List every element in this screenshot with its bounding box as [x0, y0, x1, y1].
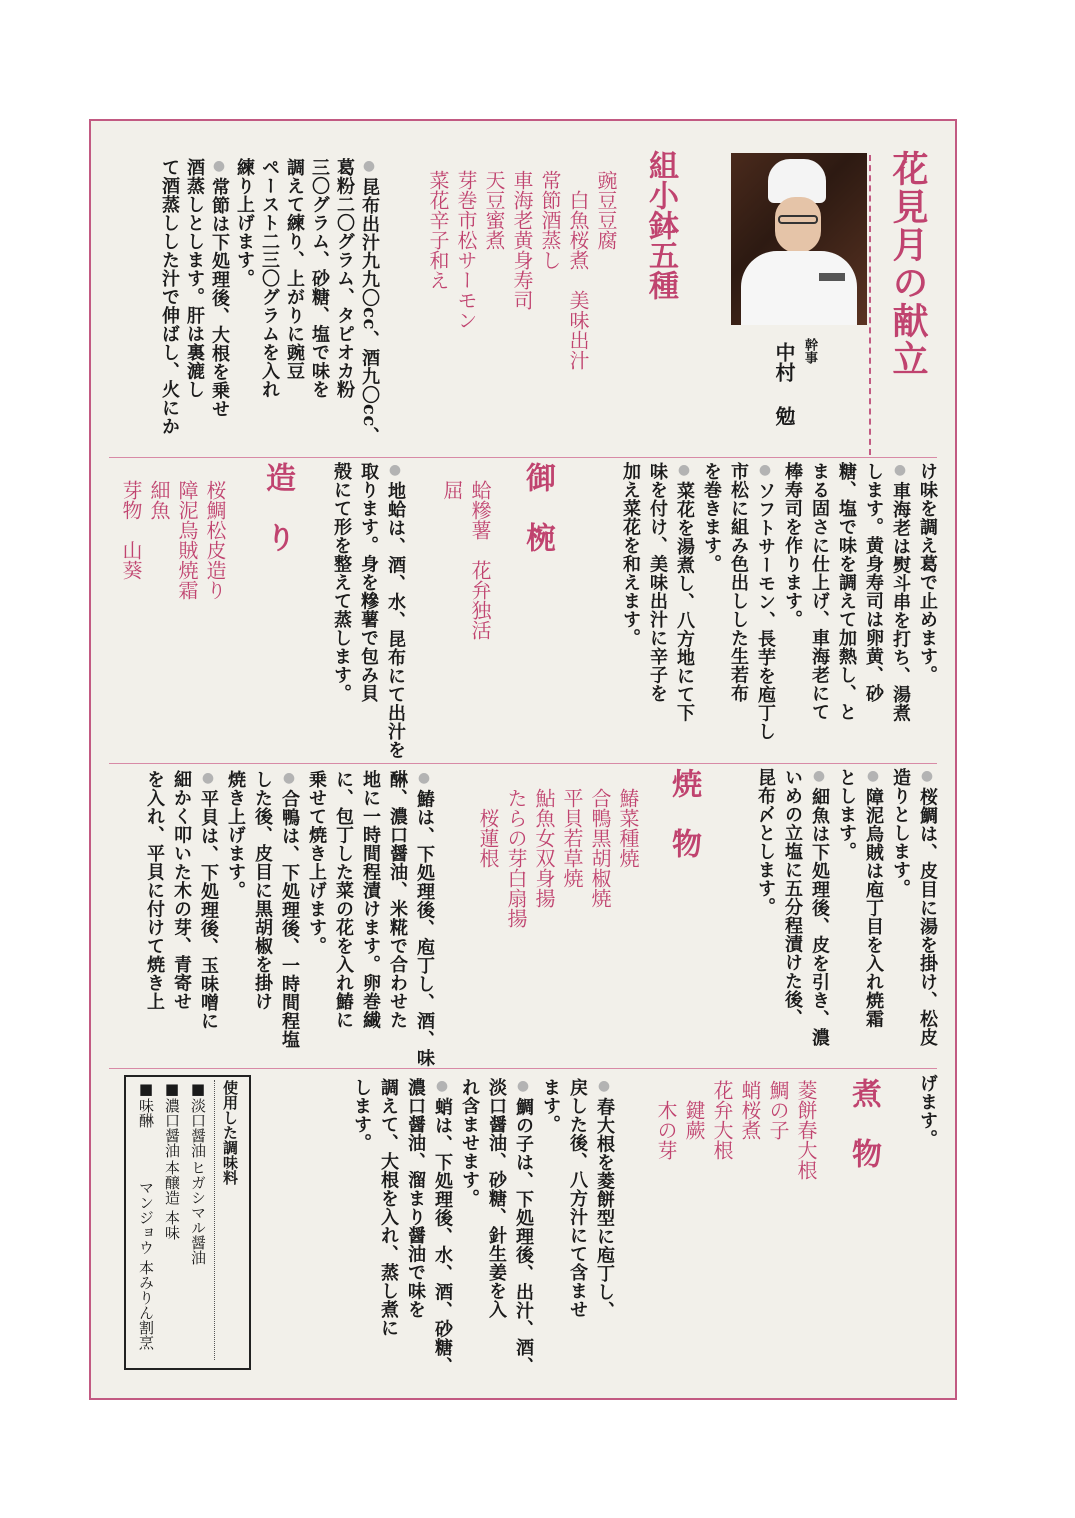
- seasoning-maker: ヒガシマル醤油: [189, 1160, 207, 1265]
- recipe-note-line: 淡口醤油、砂糖、針生姜を入: [486, 1078, 507, 1319]
- recipe-note-line: 醂、濃口醤油、米糀で合わせた: [387, 770, 408, 1029]
- recipe-note-line: 戻した後、八方汁にて含ませ: [567, 1078, 588, 1319]
- recipe-note-line: 練り上げます。: [234, 158, 255, 288]
- menu-item: 屈: [440, 480, 464, 500]
- recipe-note-line: 味を付け、美味出汁に辛子を: [647, 462, 668, 703]
- seasoning-name: ■濃口醤油: [163, 1080, 181, 1158]
- row-divider-3: [109, 1068, 937, 1069]
- chef-name: 中村 勉: [772, 342, 796, 426]
- menu-item: 鍵蕨: [682, 1080, 706, 1140]
- recipe-note-line: 取ります。身を糝薯で包み貝: [358, 462, 379, 703]
- recipe-note-line: 濃口醤油、溜まり醤油で味を: [405, 1078, 426, 1319]
- recipe-note-line: します。黄身寿司は卵黄、砂: [863, 462, 884, 703]
- menu-item: 木の芽: [654, 1080, 678, 1160]
- recipe-note-line: げます。: [917, 1074, 938, 1148]
- chef-role: 幹事: [802, 338, 817, 364]
- recipe-note-line: した後、皮目に黒胡椒を掛け: [252, 770, 273, 1011]
- menu-item: 合鴨黒胡椒焼: [588, 788, 612, 908]
- recipe-note-line: ● 蛸は、下処理後、水、酒、砂糖、: [433, 1078, 451, 1375]
- seasoning-name: ■淡口醤油: [189, 1080, 207, 1158]
- row-divider-2: [109, 763, 937, 764]
- recipe-note-line: 細かく叩いた木の芽、青寄せ: [171, 770, 192, 1011]
- menu-item: 鰆菜種焼: [616, 788, 640, 868]
- recipe-note-line: ● 細魚は下処理後、皮を引き、濃: [810, 768, 828, 1047]
- seasoning-dotted-rule: [214, 1080, 215, 1360]
- chef-glasses-shape: [778, 215, 818, 224]
- recipe-note-line: 葛粉二〇グラム、タピオカ粉: [334, 158, 355, 399]
- recipe-note-line: ● ソフトサーモン、長芋を庖丁し: [756, 462, 774, 741]
- recipe-note-line: ● 障泥烏賊は庖丁目を入れ焼霜: [864, 768, 882, 1028]
- recipe-note-line: ● 常節は下処理後、大根を乗せ: [210, 158, 228, 418]
- recipe-note-line: 棒寿司を作ります。: [782, 462, 803, 629]
- recipe-note-line: 昆布〆とします。: [755, 768, 776, 916]
- menu-item: 芽物 山葵: [119, 480, 143, 580]
- recipe-note-line: ます。: [540, 1078, 561, 1134]
- menu-item: 障泥烏賊焼霜: [175, 480, 199, 600]
- recipe-note-line: に、包丁した菜の花を入れ鰆に: [333, 770, 354, 1029]
- recipe-note-line: ● 春大根を菱餅型に庖丁し、: [595, 1078, 613, 1320]
- recipe-note-line: 三〇グラム、砂糖、塩で味を: [309, 158, 330, 399]
- row-divider-1: [109, 457, 937, 458]
- recipe-note-line: します。: [351, 1078, 372, 1152]
- recipe-note-line: ● 平貝は、下処理後、玉味噌に: [199, 770, 217, 1030]
- chef-badge-shape: [819, 273, 845, 281]
- menu-item: 蛤糝薯 花弁独活: [468, 480, 492, 640]
- recipe-note-line: 焼き上げます。: [225, 770, 246, 900]
- page-title: 花見月の献立: [887, 150, 929, 378]
- recipe-note-line: 加え菜花を和えます。: [620, 462, 641, 647]
- seasoning-maker: 本醸造 本味: [163, 1160, 181, 1240]
- section-heading-tsukuri: 造 り: [260, 462, 295, 552]
- title-dashed-rule: [869, 155, 871, 455]
- chef-face-shape: [775, 197, 821, 253]
- recipe-note-line: 殻にて形を整えて蒸します。: [331, 462, 352, 703]
- menu-item: たらの芽白扇揚: [504, 788, 528, 928]
- menu-item: 芽巻市松サーモン: [454, 170, 478, 330]
- menu-item: 鯛の子: [766, 1080, 790, 1140]
- recipe-note-line: け味を調え葛で止めます。: [917, 462, 938, 684]
- section-heading-owan: 御 椀: [520, 462, 555, 552]
- recipe-note-line: ペースト二三〇グラムを入れ: [259, 158, 280, 399]
- seasoning-title: 使用した調味料: [221, 1080, 239, 1185]
- recipe-note-line: ● 桜鯛は、皮目に湯を掛け、松皮: [918, 768, 936, 1047]
- menu-item: 桜鯛松皮造り: [203, 480, 227, 600]
- menu-item: 天豆蜜煮: [482, 170, 506, 250]
- recipe-note-line: いめの立塩に五分程漬けた後、: [782, 768, 803, 1027]
- recipe-note-line: ● 鯛の子は、下処理後、出汁、酒、: [514, 1078, 532, 1375]
- menu-item: 蛸桜煮: [738, 1080, 762, 1140]
- menu-item: 花弁大根: [710, 1080, 734, 1160]
- recipe-note-line: 市松に組み色出しした生若布: [728, 462, 749, 703]
- recipe-note-line: 乗せて焼き上げます。: [306, 770, 327, 955]
- menu-item: 平貝若草焼: [560, 788, 584, 888]
- chef-photo: [731, 153, 867, 325]
- recipe-note-line: れ含ませます。: [459, 1078, 480, 1208]
- recipe-note-line: 調えて練り、上がりに豌豆: [284, 158, 305, 380]
- menu-item: 常節酒蒸し: [538, 170, 562, 270]
- menu-item: 桜蓮根: [476, 788, 500, 868]
- recipe-note-line: ● 車海老は熨斗串を打ち、湯煮: [891, 462, 909, 722]
- recipe-note-line: ● 合鴨は、下処理後、一時間程塩: [280, 770, 298, 1049]
- chef-coat-shape: [741, 251, 857, 325]
- recipe-note-line: を巻きます。: [701, 462, 722, 573]
- seasoning-maker: マンジョウ 本みりん割烹: [137, 1180, 155, 1350]
- recipe-note-line: 造りとします。: [890, 768, 911, 898]
- menu-item: 細魚: [147, 480, 171, 520]
- recipe-note-line: を入れ、平貝に付けて焼き上: [144, 770, 165, 1011]
- recipe-note-line: ● 地蛤は、酒、水、昆布にて出汁を: [386, 462, 404, 759]
- recipe-note-line: 酒蒸しとします。肝は裏漉し: [184, 158, 205, 399]
- menu-item: 白魚桜煮 美味出汁: [566, 170, 590, 370]
- section-heading-nimono: 煮 物: [846, 1078, 881, 1168]
- recipe-note-line: まる固さに仕上げ、車海老にて: [809, 462, 830, 721]
- recipe-note-line: ● 昆布出汁九九〇cc、酒九〇cc、: [360, 158, 378, 445]
- menu-item: 菜花辛子和え: [426, 170, 450, 290]
- recipe-note-line: て酒蒸しした汁で伸ばし、火にか: [159, 158, 180, 436]
- recipe-note-line: とします。: [836, 768, 857, 861]
- section-heading-yakimono: 焼 物: [666, 768, 701, 858]
- recipe-note-line: 調えて、大根を入れ、蒸し煮に: [378, 1078, 399, 1337]
- recipe-note-line: 地に一時間程漬けます。卵巻繊: [360, 770, 381, 1029]
- menu-item: 菱餅春大根: [794, 1080, 818, 1180]
- recipe-note-line: ● 鰆は、下処理後、庖丁し、酒、味: [415, 770, 433, 1067]
- menu-item: 鮎魚女双身揚: [532, 788, 556, 908]
- seasoning-name: ■味醂: [137, 1080, 155, 1128]
- menu-item: 豌豆豆腐: [594, 170, 618, 250]
- section-heading-kumi: 組小鉢五種: [643, 150, 678, 300]
- menu-item: 車海老黄身寿司: [510, 170, 534, 310]
- recipe-note-line: 糖、塩で味を調えて加熱し、と: [836, 462, 857, 721]
- recipe-note-line: ● 菜花を湯煮し、八方地にて下: [675, 462, 693, 722]
